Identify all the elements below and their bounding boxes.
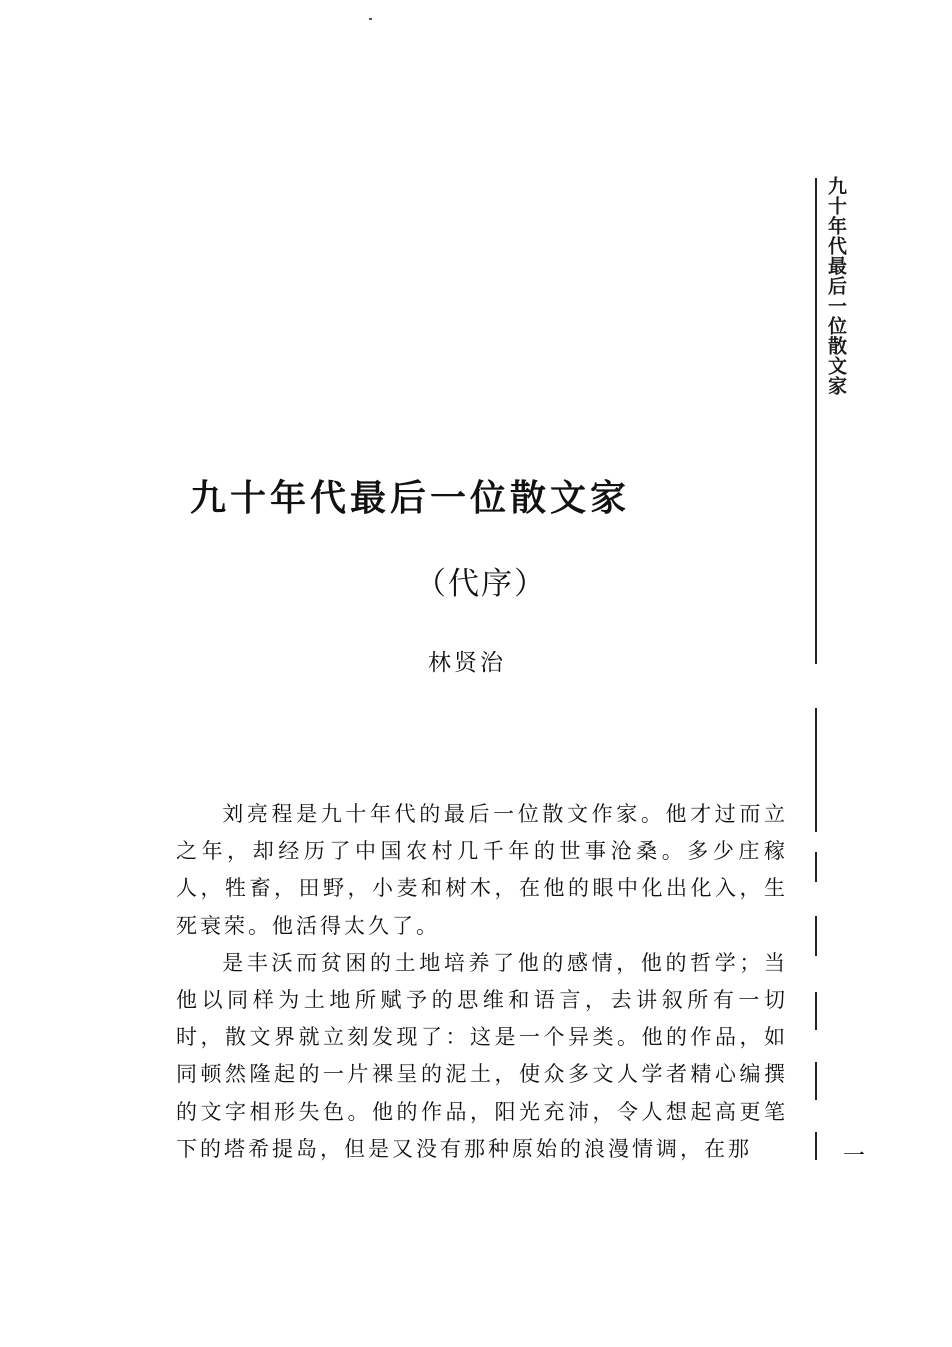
paragraph: 刘亮程是九十年代的最后一位散文作家。他才过而立之年，却经历了中国农村几千年的世事沧桑。多少庄稼人，牲畜，田野，小麦和树木，在他的眼中化出化入，生死衰荣。他活得太久了。 <box>176 802 788 938</box>
margin-rule <box>815 708 817 832</box>
body-text <box>176 796 788 1168</box>
margin-rule <box>815 1062 817 1100</box>
scan-speck <box>369 18 372 20</box>
margin-rule <box>815 852 817 882</box>
margin-rule <box>815 916 817 956</box>
subtitle: （代序） <box>415 566 547 602</box>
margin-rule <box>815 1132 817 1160</box>
author-name: 林贤治 <box>428 650 506 676</box>
paragraph: 是丰沃而贫困的土地培养了他的感情，他的哲学；当他以同样为土地所赋予的思维和语言，去讲叙所有一切时，散文界就立刻发现了：这是一个异类。他的作品，如同顿然隆起的一片裸呈的泥土，使众多文人学者精心编撰的文字相形失色。他的作品，阳光充沛，令人想起高更笔下的塔希提岛，但是又没有那种原始的浪漫情调，在那 <box>176 950 788 1161</box>
running-head: 九十年代最后一位散文家 <box>825 176 847 396</box>
margin-rule <box>815 992 817 1030</box>
page-number: 一 <box>843 1144 866 1169</box>
margin-rule <box>815 178 817 664</box>
page-title: 九十年代最后一位散文家 <box>190 477 631 519</box>
